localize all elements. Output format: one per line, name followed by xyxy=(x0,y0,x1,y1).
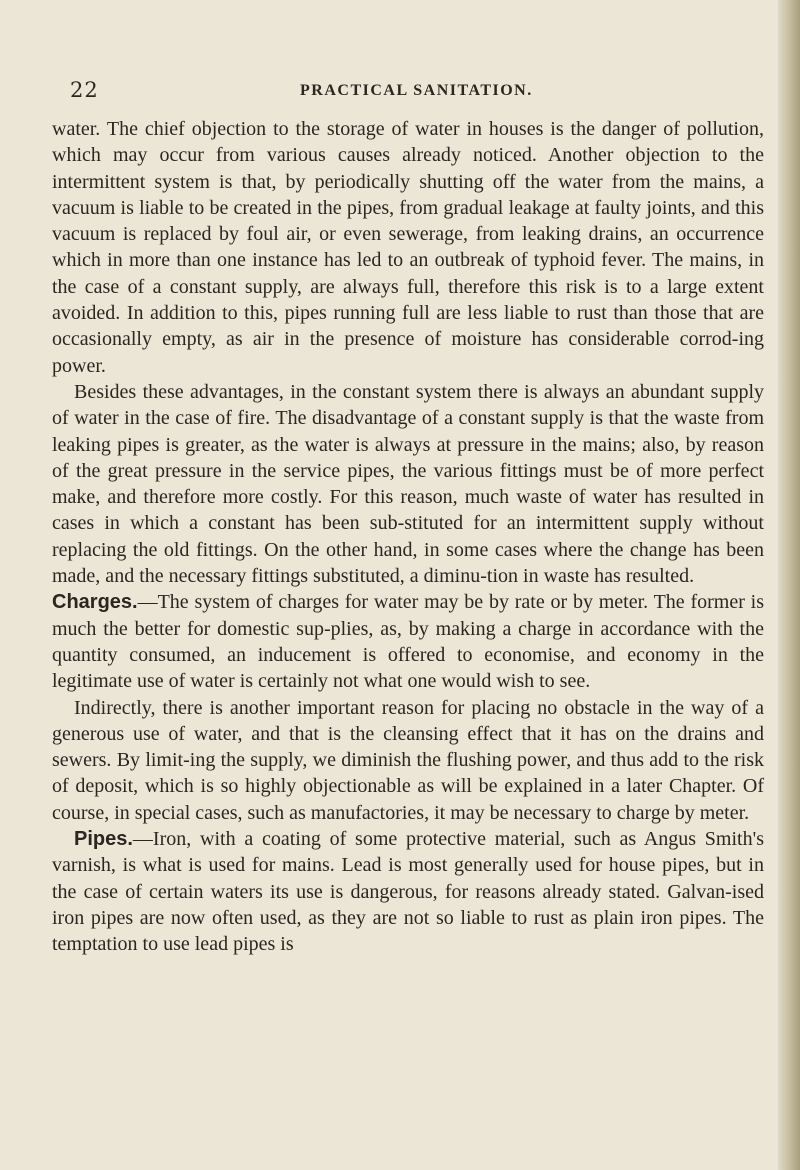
running-head: PRACTICAL SANITATION. xyxy=(300,82,533,99)
paragraph xyxy=(52,826,764,957)
paragraph-text: —The system of charges for water may be by rate or by meter. The former is much the better for domestic sup-plies, as, by making a charge in accordance with the quantity consumed, an inducement is offered to economise, and economy in the legitimate use of water is certainly not what one would wish to see. xyxy=(52,591,764,693)
paragraph-text: Indirectly, there is another important reason for placing no obstacle in the way of a generous use of water, and that is the cleansing effect that it has on the drains and sewers. By limit-ing the supply, we diminish the flushing power, and thus add to the risk of deposit, which is so highly objectionable as will be explained in a later Chapter. Of course, in special cases, such as manufactories, it may be necessary to charge by meter. xyxy=(52,696,764,824)
body-text xyxy=(52,116,764,958)
paragraph xyxy=(52,116,764,379)
page-binding-edge xyxy=(778,0,800,1170)
paragraph xyxy=(52,379,764,589)
paragraph-text: water. The chief objection to the storage of water in houses is the danger of pollution, which may occur from various causes already noticed. Another objection to the intermittent system is that, by periodically shutting off the water from the mains, a vacuum is liable to be created in the pipes, from gradual leakage at faulty joints, and this vacuum is replaced by foul air, or even sewerage, from leaking drains, an occurrence which in more than one instance has led to an outbreak of typhoid fever. The mains, in the case of a constant supply, are always full, therefore this risk is to a large extent avoided. In addition to this, pipes running full are less liable to rust than those that are occasionally empty, as air in the presence of moisture has considerable corrod-ing power. xyxy=(52,118,764,377)
page-header xyxy=(70,78,710,108)
section-heading-pipes: Pipes. xyxy=(74,828,133,851)
page-number: 22 xyxy=(70,78,99,102)
paragraph xyxy=(52,695,764,826)
paragraph-text: Besides these advantages, in the constant system there is always an abundant supply of water in the case of fire. The disadvantage of a constant supply is that the waste from leaking pipes is greater, as the water is always at pressure in the mains; also, by reason of the great pressure in the service pipes, the various fittings must be of more perfect make, and therefore more costly. For this reason, much waste of water has resulted in cases in which a constant has been sub-stituted for an intermittent supply without replacing the old fittings. On the other hand, in some cases where the change has been made, and the necessary fittings substituted, a diminu-tion in waste has resulted. xyxy=(52,380,764,588)
paragraph-text: —Iron, with a coating of some protective material, such as Angus Smith's varnish, is what is used for mains. Lead is most generally used for house pipes, but in the case of certain waters its use is dangerous, for reasons already stated. Galvan-ised iron pipes are now often used, as they are not so liable to rust as plain iron pipes. The temptation to use lead pipes is xyxy=(52,828,764,956)
paragraph xyxy=(52,589,764,694)
section-heading-charges: Charges. xyxy=(52,591,138,614)
